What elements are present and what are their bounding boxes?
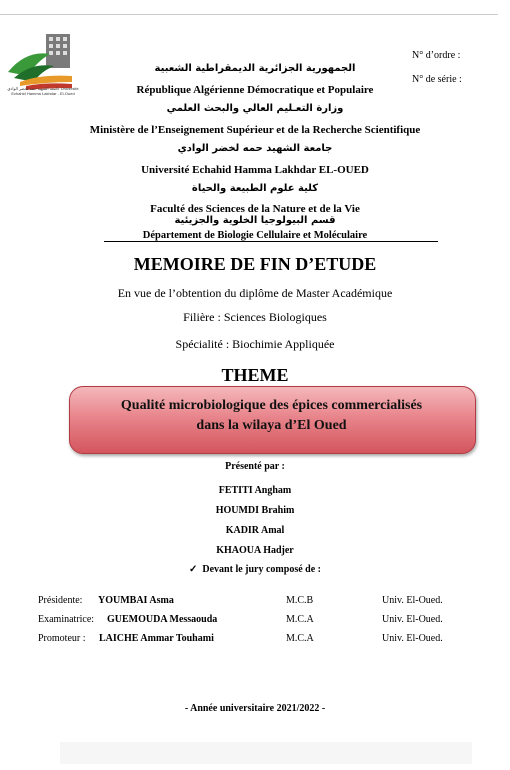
theme-title-line-2: dans la wilaya d’El Oued <box>196 418 347 433</box>
jury-row <box>0 633 510 647</box>
department-arabic: قسم البيولوجيا الخلوية والجزيئية <box>174 215 336 226</box>
academic-year: - Année universitaire 2021/2022 - <box>184 703 326 714</box>
faculty-french: Faculté des Sciences de la Nature et de la Vie <box>150 203 360 215</box>
student-name: FETITI Angham <box>218 485 292 496</box>
top-divider <box>0 14 498 15</box>
jury-role: Examinatrice: <box>38 614 95 625</box>
university-french: Université Echahid Hamma Lakhdar EL-OUED <box>141 164 369 176</box>
jury-university: Univ. El-Oued. <box>382 595 443 606</box>
student-name: HOUMDI Brahim <box>215 505 295 516</box>
jury-name: LAICHE Ammar Touhami <box>99 633 214 644</box>
logo-caption: جامعة الشهيد حمة لخضر الوادي Université Echahid Hamma Lakhdar - El-Oued <box>7 86 79 96</box>
theme-title-line-1: Qualité microbiologique des épices commercialisés <box>120 398 423 413</box>
jury-grade: M.C.A <box>286 614 314 625</box>
memoire-purpose: En vue de l’obtention du diplôme de Master Académique <box>117 286 393 300</box>
department-underline <box>104 241 438 242</box>
jury-role: Promoteur : <box>38 633 86 644</box>
jury-name: YOUMBAI Asma <box>98 595 174 606</box>
student-name: KADIR Amal <box>225 525 285 536</box>
student-name: KHAOUA Hadjer <box>216 545 294 556</box>
memoire-filiere: Filière : Sciences Biologiques <box>183 310 327 324</box>
jury-row <box>0 595 510 609</box>
footer-band <box>60 742 472 764</box>
order-number-label: N° d’ordre : <box>412 50 461 61</box>
jury-grade: M.C.B <box>286 595 314 606</box>
republic-french: République Algérienne Démocratique et Populaire <box>136 84 374 96</box>
jury-intro-text: Devant le jury composé de : <box>202 564 321 575</box>
theme-label: THEME <box>221 365 289 385</box>
checkmark-icon: ✓ <box>189 564 198 575</box>
republic-arabic: الجمهورية الجزائرية الديمقراطية الشعبية <box>154 63 356 74</box>
memoire-title: MEMOIRE DE FIN D’ETUDE <box>133 254 377 274</box>
ministry-arabic: وزارة التعـليم العالي والبحث العلمي <box>166 103 344 114</box>
university-arabic: جامعة الشهيد حمه لخضر الوادي <box>177 143 333 154</box>
jury-grade: M.C.A <box>286 633 314 644</box>
jury-row <box>0 614 510 628</box>
department-french: Département de Biologie Cellulaire et Moléculaire <box>142 230 368 241</box>
ministry-french: Ministère de l’Enseignement Supérieur et de la Recherche Scientifique <box>89 124 421 136</box>
theme-title <box>69 396 474 436</box>
jury-university: Univ. El-Oued. <box>382 614 443 625</box>
faculty-arabic: كلية علوم الطبيعة والحياة <box>191 183 319 194</box>
memoire-specialite: Spécialité : Biochimie Appliquée <box>175 337 335 351</box>
jury-role: Présidente: <box>38 595 83 606</box>
jury-intro <box>0 564 510 575</box>
presented-by-label: Présenté par : <box>225 461 285 472</box>
serial-number-label: N° de série : <box>412 74 462 85</box>
jury-university: Univ. El-Oued. <box>382 633 443 644</box>
jury-name: GUEMOUDA Messaouda <box>107 614 218 625</box>
